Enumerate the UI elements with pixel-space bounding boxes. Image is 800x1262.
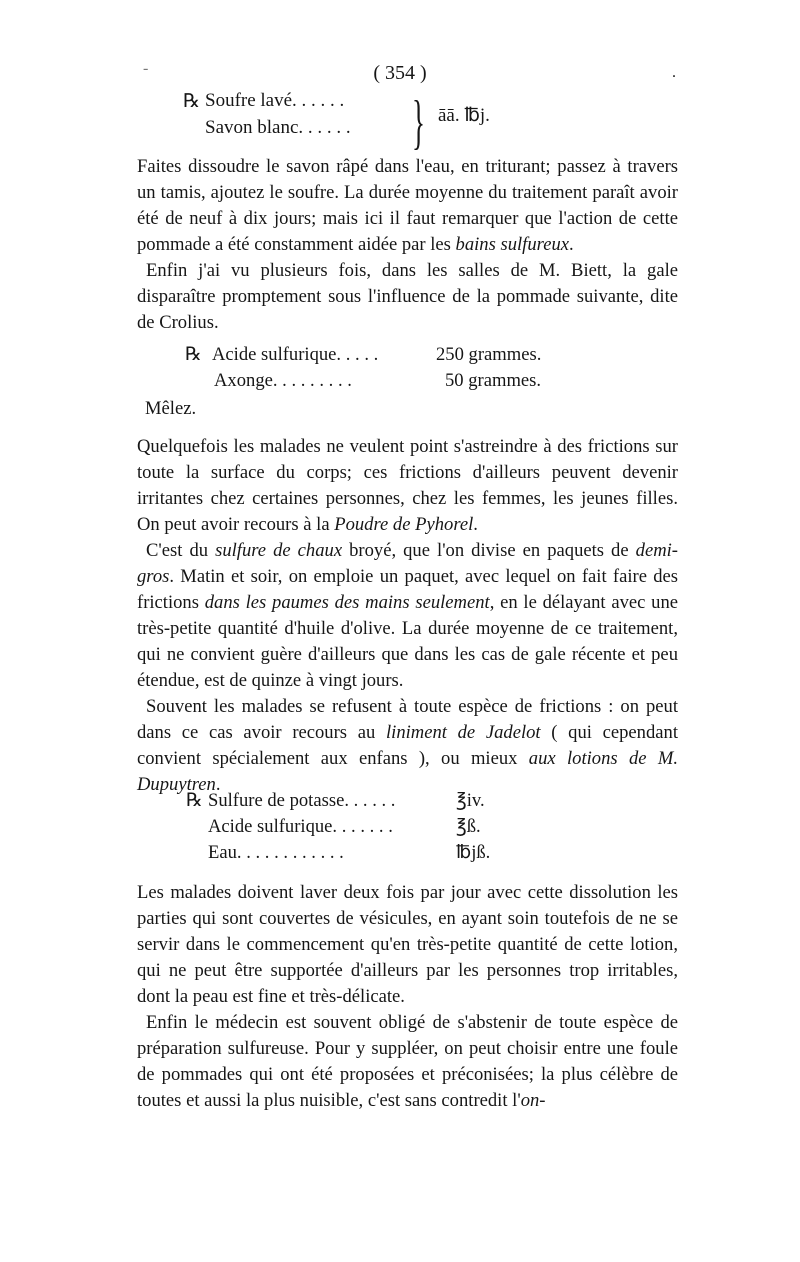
recipe-symbol-icon: ℞ [183,91,201,112]
paragraph: Faites dissoudre le savon râpé dans l'eau, en triturant; passez à travers un tamis, ajoutez le soufre. La durée moyenne du traitement paraît avoir été de neuf à dix jours; mais ici il faut remarquer que l'action de cette pommade a été constamment aidée par les bains sulfureux. [137,156,678,255]
italic-run: on- [520,1090,546,1111]
italic-run: Poudre de Pyhorel [334,514,474,535]
text-run: . [473,514,478,535]
text-run: . Matin et soir, on emploie un paquet, avec lequel on fait faire des frictions [137,566,678,613]
margin-mark-left: - [143,60,149,77]
italic-run: liniment de Jadelot [385,722,541,743]
recipe-instruction: Mêlez. [145,398,197,419]
recipe-amount: ℔jß. [456,842,491,863]
recipe-symbol-icon: ℞ [185,344,202,365]
text-run: broyé, que l'on divise en paquets de [342,540,636,561]
paragraph [137,1010,678,1114]
recipe-amount: 250 grammes. [436,344,542,365]
text-block-b [137,434,678,798]
recipe-item: Sulfure de potasse. . . . . . [208,790,396,811]
italic-run: demi-gros [137,540,678,587]
recipe-line: Savon blanc. . . . . . [205,117,351,138]
paragraph [137,434,678,538]
recipe-symbol-icon: ℞ [186,790,203,811]
italic-run: sulfure de chaux [215,540,343,561]
recipe-dose: āā. ℔j. [438,105,490,126]
recipe-item: Eau. . . . . . . . . . . . [208,842,344,863]
recipe-item: Acide sulfurique. . . . . [212,344,379,365]
text-run: C'est du [146,540,216,561]
paragraph: Enfin j'ai vu plusieurs fois, dans les salles de M. Biett, la gale disparaître promptement sous l'influence de la pommade suivante, dite de Crolius. [137,260,678,333]
text-block-a [137,154,678,336]
text-run: Quelquefois les malades ne veulent point s'astreindre à des frictions sur toute la surface du corps; ces frictions d'ailleurs peuvent devenir irritantes chez certaines personnes, chez les femmes, les jeunes filles. On peut avoir recours à la [137,436,678,535]
text-run: Enfin le médecin est souvent obligé de s'abstenir de toute espèce de préparation sulfureuse. Pour y suppléer, on peut choisir entre une foule de pommades qui ont été proposées et préconisées; la plus célèbre de toutes et aussi la plus nuisible, c'est sans contredit l' [137,1012,678,1111]
recipe-amount: ℥iv. [456,790,485,811]
text-run: . [215,774,221,795]
text-block-c [137,880,678,1114]
italic-run: dans les paumes des mains seulement [204,592,490,613]
text-run: , en le délayant avec une très-petite quantité d'huile d'olive. La durée moyenne de ce traitement, qui ne convient guère d'ailleurs que dans les cas de gale récente et peu étendue, est de quinze à vingt jours. [137,592,678,691]
recipe-item: Acide sulfurique. . . . . . . [208,816,393,837]
brace-icon: } [412,89,425,155]
recipe-line: Soufre lavé. . . . . . [205,90,345,111]
text-run: ( qui cependant convient spécialement aux enfans ), ou mieux [137,722,678,769]
recipe-amount: ℥ß. [456,816,481,837]
text-run: Les malades doivent laver deux fois par jour avec cette dissolution les parties qui sont couvertes de vésicules, en ayant soin toutefois de ne se servir dans le commencement qu'en très-petite quantité de cette lotion, qui ne peut être supportée d'ailleurs par les personnes trop irritables, dont la peau est fine et très-délicate. [137,882,678,1007]
paragraph [137,538,678,694]
margin-mark-right: . [672,64,676,81]
page-number: ( 354 ) [373,62,427,84]
paragraph [137,694,678,798]
recipe-item: Axonge. . . . . . . . . [214,370,352,391]
text-run: Souvent les malades se refusent à toute espèce de frictions : on peut dans ce cas avoir recours au [137,696,678,743]
recipe-amount: 50 grammes. [445,370,542,391]
italic-run: aux lotions de M. Dupuytren [137,748,678,795]
paragraph [137,880,678,1010]
